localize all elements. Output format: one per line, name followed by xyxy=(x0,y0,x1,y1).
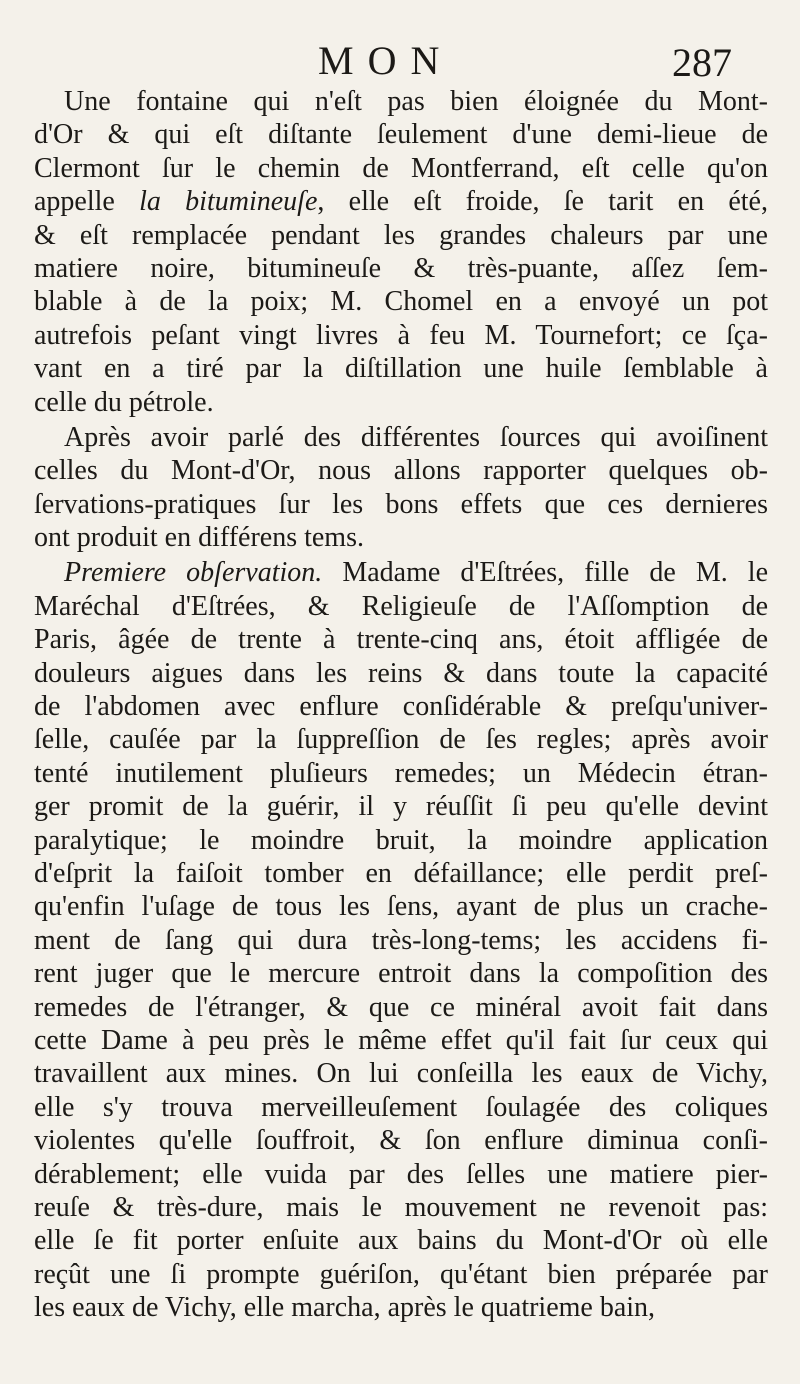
text-line xyxy=(34,1024,768,1057)
text-line xyxy=(34,319,768,352)
line-text: reçût une ſi prompte guériſon, qu'étant bien préparée par xyxy=(34,1258,768,1290)
line-text: Paris, âgée de trente à trente-cinq ans, étoit affligée de xyxy=(34,624,768,656)
line-text: tenté inutilement pluſieurs remedes; un Médecin étran- xyxy=(34,757,768,789)
body-text xyxy=(34,85,768,1324)
line-text: ger promit de la guérir, il y réuſſit ſi peu qu'elle devint xyxy=(34,791,768,823)
line-text: reuſe & très-dure, mais le mouvement ne revenoit pas: xyxy=(34,1191,768,1223)
text-line xyxy=(34,757,768,790)
line-text: rent juger que le mercure entroit dans la compoſition des xyxy=(34,958,768,990)
line-text: les eaux de Vichy, elle marcha, après le quatrieme bain, xyxy=(34,1292,656,1324)
line-text: paralytique; le moindre bruit, la moindre application xyxy=(34,824,768,856)
text-line xyxy=(34,285,768,318)
text-line xyxy=(34,857,768,890)
paragraph-sources xyxy=(34,421,768,555)
line-text: matiere noire, bitumineuſe & très-puante, aſſez ſem- xyxy=(34,252,768,284)
text-line xyxy=(34,421,768,454)
text-line xyxy=(34,252,768,285)
line-text: cette Dame à peu près le même effet qu'il fait ſur ceux qui xyxy=(34,1024,768,1056)
text-line xyxy=(34,623,768,656)
line-text: ſervations-pratiques ſur les bons effets que ces dernieres xyxy=(34,488,768,520)
text-line xyxy=(34,690,768,723)
line-text: Maréchal d'Eſtrées, & Religieuſe de l'Aſſomption de xyxy=(34,590,768,622)
text-line xyxy=(34,1091,768,1124)
line-text: ont produit en différens tems. xyxy=(34,522,364,554)
text-line xyxy=(34,590,768,623)
line-text: autrefois peſant vingt livres à feu M. Tournefort; ce ſça- xyxy=(34,319,768,351)
text-line xyxy=(34,1224,768,1257)
text-line xyxy=(34,1191,768,1224)
line-text: Clermont ſur le chemin de Montferrand, eſt celle qu'on xyxy=(34,152,768,184)
text-line xyxy=(34,386,768,419)
page-number: 287 xyxy=(672,40,732,85)
text-line xyxy=(34,723,768,756)
italic-text: la bitumineuſe xyxy=(139,186,318,218)
text-line xyxy=(34,118,768,151)
line-text: vant en a tiré par la diſtillation une huile ſemblable à xyxy=(34,353,768,385)
line-text: dérablement; elle vuida par des ſelles une matiere pier- xyxy=(34,1158,768,1190)
text-line xyxy=(34,185,768,218)
text-line xyxy=(34,85,768,118)
text-line xyxy=(34,924,768,957)
paragraph-bitumineuse xyxy=(34,85,768,419)
text-line xyxy=(34,991,768,1024)
paragraph-premiere-observation xyxy=(34,556,768,1324)
text-line xyxy=(34,556,768,589)
line-text: blable à de la poix; M. Chomel en a envoyé un pot xyxy=(34,286,768,318)
text-line xyxy=(34,521,768,554)
line-text: douleurs aigues dans les reins & dans toute la capacité xyxy=(34,657,768,689)
text-line xyxy=(34,1291,768,1324)
line-text: Madame d'Eſtrées, fille de M. le xyxy=(322,557,768,589)
text-line xyxy=(34,890,768,923)
running-head: MON xyxy=(318,38,454,83)
text-line xyxy=(34,1057,768,1090)
text-line xyxy=(34,1158,768,1191)
line-text: d'Or & qui eſt diſtante ſeulement d'une demi-lieue de xyxy=(34,119,768,151)
line-text: d'eſprit la faiſoit tomber en défaillance; elle perdit preſ- xyxy=(34,857,768,889)
line-text: & eſt remplacée pendant les grandes chaleurs par une xyxy=(34,219,768,251)
line-text: Une fontaine qui n'eſt pas bien éloignée du Mont- xyxy=(64,86,768,117)
text-line xyxy=(34,352,768,385)
line-text: ſelle, cauſée par la ſuppreſſion de ſes regles; après avoir xyxy=(34,724,768,756)
text-line xyxy=(34,454,768,487)
line-text: Après avoir parlé des différentes ſources qui avoiſinent xyxy=(64,421,768,453)
italic-text: Premiere obſervation. xyxy=(64,557,323,589)
text-line xyxy=(34,824,768,857)
text-line xyxy=(34,790,768,823)
line-text: appelle xyxy=(34,186,140,218)
text-line xyxy=(34,1258,768,1291)
line-text: de l'abdomen avec enflure conſidérable & preſqu'univer- xyxy=(34,691,768,723)
line-text: travaillent aux mines. On lui conſeilla les eaux de Vichy, xyxy=(34,1058,768,1090)
text-line xyxy=(34,1124,768,1157)
line-text: celle du pétrole. xyxy=(34,386,214,418)
line-text: violentes qu'elle ſouffroit, & ſon enflure diminua conſi- xyxy=(34,1125,768,1157)
text-line xyxy=(34,219,768,252)
line-text: elle s'y trouva merveilleuſement ſoulagée des coliques xyxy=(34,1091,768,1123)
line-text: elle ſe fit porter enſuite aux bains du Mont-d'Or où elle xyxy=(34,1225,768,1257)
text-line xyxy=(34,152,768,185)
line-text: celles du Mont-d'Or, nous allons rapporter quelques ob- xyxy=(34,455,768,487)
line-text: remedes de l'étranger, & que ce minéral avoit fait dans xyxy=(34,991,768,1023)
line-text: qu'enfin l'uſage de tous les ſens, ayant de plus un crache- xyxy=(34,891,768,923)
page-header xyxy=(0,36,800,86)
text-line xyxy=(34,657,768,690)
text-line xyxy=(34,488,768,521)
text-line xyxy=(34,957,768,990)
line-text: , elle eſt froide, ſe tarit en été, xyxy=(317,186,768,218)
line-text: ment de ſang qui dura très-long-tems; les accidens fi- xyxy=(34,924,768,956)
